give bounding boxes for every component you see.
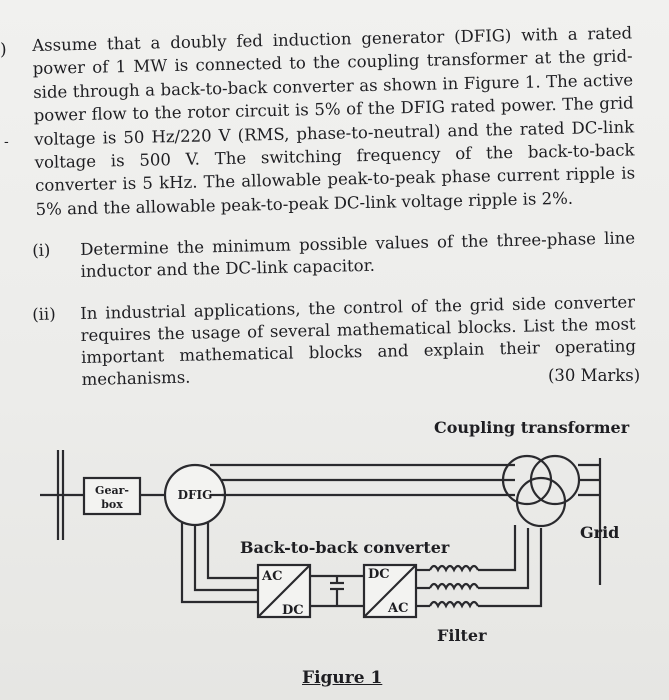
converter-label: Back-to-back converter [240, 538, 450, 557]
part-number: (i) [32, 240, 51, 260]
dc-right-label: DC [368, 567, 390, 582]
grid-label: Grid [580, 523, 620, 542]
gearbox-label: box [101, 498, 123, 511]
dfig-label: DFIG [177, 488, 213, 502]
transformer-winding [531, 456, 579, 504]
rotor-line-b [195, 525, 262, 590]
marks-label: (30 Marks) [548, 366, 641, 385]
gearbox-label: Gear- [95, 484, 129, 497]
question-intro: Assume that a doubly fed induction generator (DFIG) with a rated power of 1 MW is connected to the coupling transformer at the grid-side through a back-to-back converter as shown in Figure 1. The active power flow to the rotor circuit is 5% of the DFIG rated power. The grid voltage is 50 Hz/220 V (RMS, phase-to-neutral) and the rated DC-link voltage is 500 V. The switching frequency of the back-to-back converter is 5 kHz. The allowable peak-to-peak phase current ripple is 5% and the allowable peak-to-peak DC-link voltage ripple is 2%. [32, 23, 636, 219]
part-number: (ii) [32, 304, 56, 324]
filter-to-transformer [478, 525, 515, 570]
filter-inductor [430, 584, 478, 588]
filter-label: Filter [437, 626, 487, 645]
filter-to-transformer [478, 528, 541, 606]
dc-left-label: DC [282, 603, 304, 618]
question-marker: ) [0, 40, 7, 60]
filter-to-transformer [478, 528, 528, 588]
part-text: In industrial applications, the control of the grid side converter requires the usage of several mathematical blocks. List the most important mathematical blocks and explain their operating mechanisms. [80, 292, 637, 389]
filter-inductor [430, 602, 478, 606]
ac-right-label: AC [388, 601, 409, 616]
ac-left-label: AC [262, 569, 283, 584]
margin-mark: - [4, 134, 9, 150]
figure-caption: Figure 1 [302, 668, 383, 688]
transformer-winding [517, 478, 565, 526]
part-text: Determine the minimum possible values of the three-phase line inductor and the DC-link capacitor. [80, 228, 636, 281]
coupling-transformer-label: Coupling transformer [434, 418, 630, 437]
filter-inductor [430, 566, 478, 570]
